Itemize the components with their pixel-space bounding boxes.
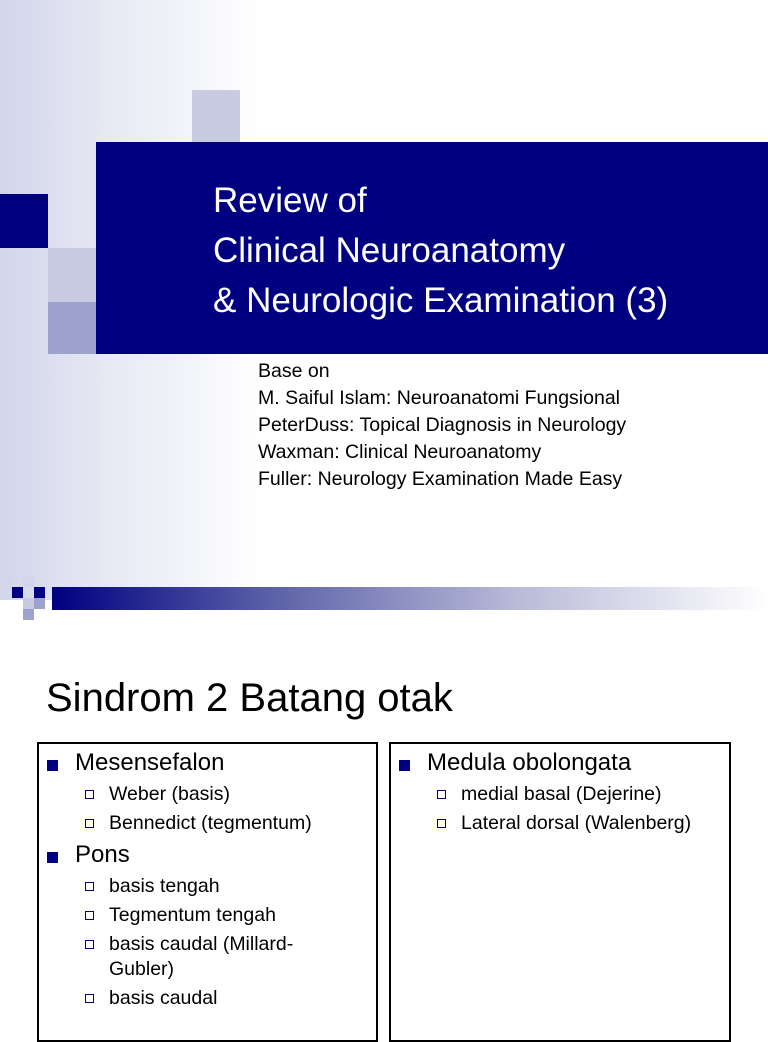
reference-line: Waxman: Clinical Neuroanatomy [258,441,542,463]
deco-square [23,609,34,620]
section-bullet: Mesensefalon [39,748,376,778]
sub-bullet: Tegmentum tengah [39,903,376,928]
deco-square [34,587,45,598]
right-content-box [389,742,731,1042]
section-bullet: Pons [39,840,376,870]
reference-line: PeterDuss: Topical Diagnosis in Neurology [258,414,627,436]
gradient-bar [52,587,768,610]
sub-bullet-line: Gubler) [109,958,175,980]
left-content-box [37,742,378,1042]
slide-heading: Sindrom 2 Batang otak [46,676,453,720]
content-slide [0,640,768,1024]
section-bullet: Medula obolongata [391,748,729,778]
deco-square [12,587,23,598]
sub-bullet: Weber (basis) [39,782,376,807]
references-list [258,358,626,493]
reference-line: Base on [258,360,330,382]
title-line: Clinical Neuroanatomy [213,231,566,270]
sub-bullet: Bennedict (tegmentum) [39,811,376,836]
deco-square [48,302,96,354]
title-line: Review of [213,181,367,220]
sub-bullet: medial basal (Dejerine) [391,782,729,807]
sub-bullet: Lateral dorsal (Walenberg) [391,811,729,836]
deco-square [0,576,11,587]
reference-line: M. Saiful Islam: Neuroanatomi Fungsional [258,387,620,409]
sub-bullet: basis tengah [39,874,376,899]
deco-square [34,598,45,609]
deco-square [23,598,34,609]
deco-square [23,576,34,587]
title-line: & Neurologic Examination (3) [213,281,669,320]
slide-title [213,176,668,326]
deco-square [192,90,240,142]
sub-bullet [39,932,376,982]
deco-square [0,194,48,248]
deco-square [48,248,96,302]
reference-line: Fuller: Neurology Examination Made Easy [258,468,623,490]
sub-bullet: basis caudal [39,986,376,1011]
sub-bullet-line: basis caudal (Millard- [109,933,294,955]
